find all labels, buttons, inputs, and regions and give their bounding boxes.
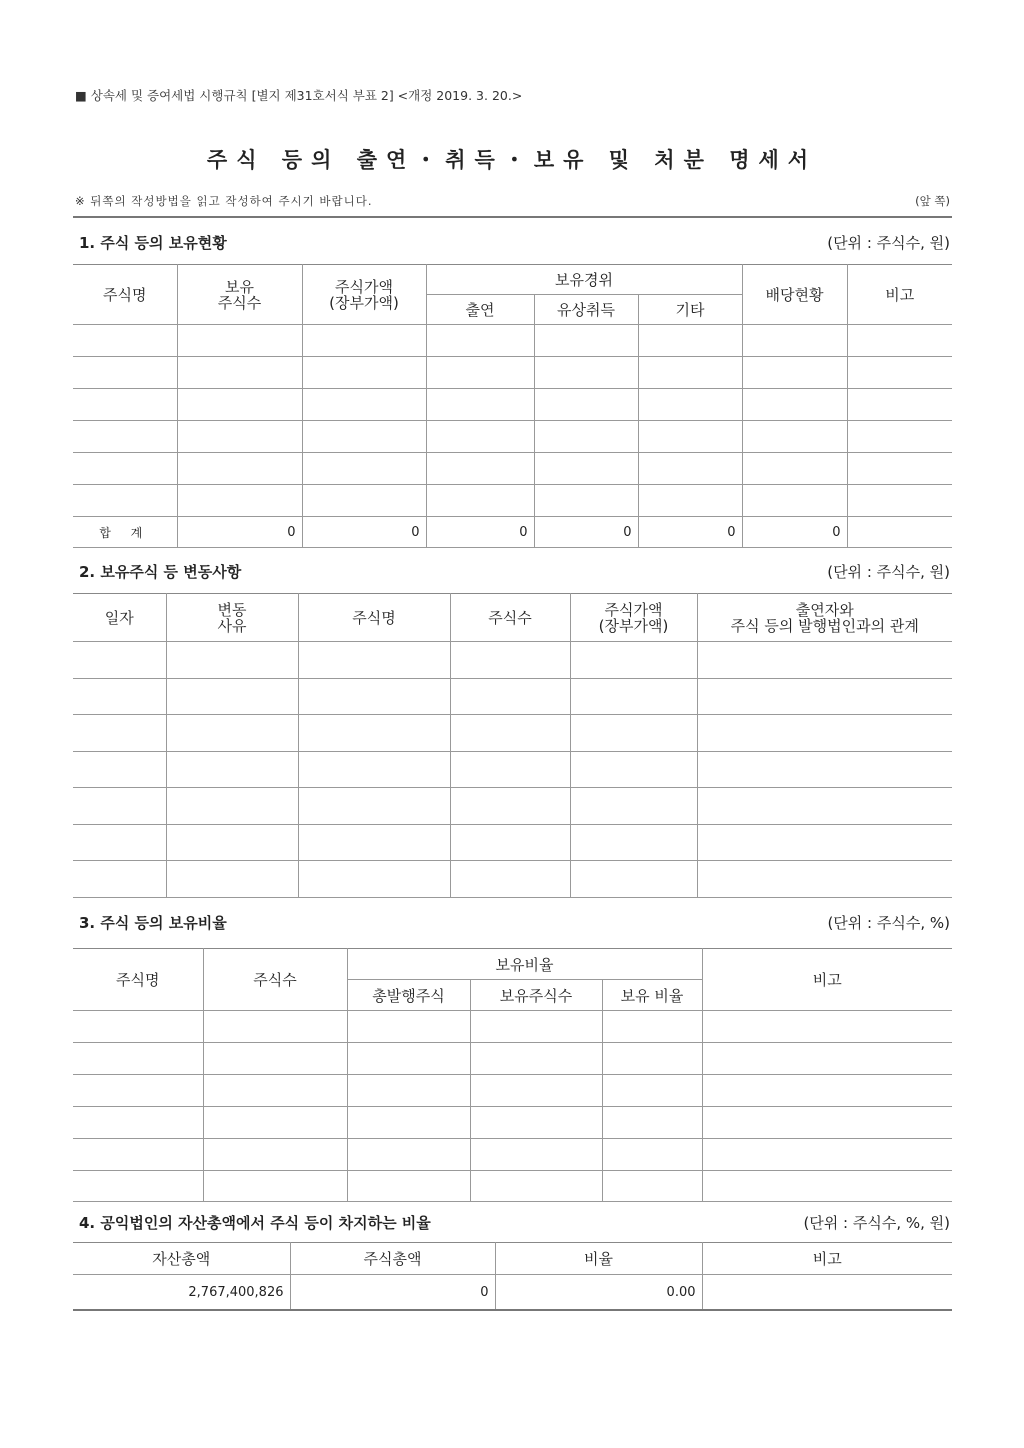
changes-table	[73, 593, 952, 898]
table-row	[73, 1075, 952, 1107]
col-contribution: 출연	[426, 295, 534, 325]
col-holding-history: 보유경위	[426, 265, 742, 295]
table-row	[73, 861, 952, 898]
table-row	[73, 825, 952, 861]
col-held-shares: 보유주식수	[470, 980, 602, 1011]
page-title: 주식 등의 출연・취득・보유 및 처분 명세서	[206, 148, 818, 172]
section3-unit: (단위 : 주식수, %)	[827, 914, 950, 932]
section3-title: 3. 주식 등의 보유비율	[79, 914, 227, 932]
col-change-reason: 변동 사유	[166, 594, 298, 642]
table-row	[73, 642, 952, 679]
table-row	[73, 1107, 952, 1139]
col-shares: 주식수	[450, 594, 570, 642]
col-stock-name: 주식명	[73, 949, 203, 1011]
col-dividend: 배당현황	[742, 265, 847, 325]
section4-title: 4. 공익법인의 자산총액에서 주식 등이 차지하는 비율	[79, 1214, 431, 1232]
total-contribution: 0	[426, 517, 534, 548]
col-relation: 출연자와 주식 등의 발행법인과의 관계	[697, 594, 952, 642]
ratio-value: 0.00	[495, 1275, 702, 1310]
section4-unit: (단위 : 주식수, %, 원)	[803, 1214, 950, 1232]
col-total-assets: 자산총액	[73, 1243, 290, 1275]
col-ratio: 보유 비율	[602, 980, 702, 1011]
total-row	[73, 517, 952, 548]
col-face-value: 주식가액 (장부가액)	[570, 594, 697, 642]
col-remarks: 비고	[702, 1243, 952, 1275]
table-row	[73, 788, 952, 825]
table-row	[73, 1275, 952, 1310]
table-row	[73, 1043, 952, 1075]
col-total-shares-value: 주식총액	[290, 1243, 495, 1275]
section1-title: 1. 주식 등의 보유현황	[79, 234, 227, 252]
total-dividend: 0	[742, 517, 847, 548]
table-row	[73, 485, 952, 517]
col-face-value: 주식가액 (장부가액)	[302, 265, 426, 325]
table-row	[73, 421, 952, 453]
col-ratio-group: 보유비율	[347, 949, 702, 980]
total-remarks[interactable]	[847, 517, 952, 548]
col-date: 일자	[73, 594, 166, 642]
table-row	[73, 1011, 952, 1043]
total-label: 합 계	[73, 517, 177, 548]
table-row	[73, 1139, 952, 1171]
col-held-shares: 보유 주식수	[177, 265, 302, 325]
bottom-divider	[73, 1309, 952, 1311]
form-reference-note: ■ 상속세 및 증여세법 시행규칙 [별지 제31호서식 부표 2] <개정 2019. 3. 20.>	[75, 88, 523, 103]
instruction-note: ※ 뒤쪽의 작성방법을 읽고 작성하여 주시기 바랍니다.	[75, 194, 373, 208]
ratio-table	[73, 948, 952, 1202]
table-row	[73, 453, 952, 485]
total-assets-value: 2,767,400,826	[73, 1275, 290, 1310]
table-row	[73, 389, 952, 421]
col-other: 기타	[638, 295, 742, 325]
col-stock-name: 주식명	[298, 594, 450, 642]
table-row	[73, 1171, 952, 1202]
asset-ratio-table	[73, 1242, 952, 1310]
remarks-value[interactable]	[702, 1275, 952, 1310]
section2-unit: (단위 : 주식수, 원)	[827, 563, 950, 581]
col-remarks: 비고	[702, 949, 952, 1011]
total-paid-acquisition: 0	[534, 517, 638, 548]
total-face-value: 0	[302, 517, 426, 548]
section2-title: 2. 보유주식 등 변동사항	[79, 563, 242, 581]
col-shares: 주식수	[203, 949, 347, 1011]
table-row	[73, 679, 952, 715]
table-row	[73, 752, 952, 788]
table-row	[73, 357, 952, 389]
total-other: 0	[638, 517, 742, 548]
total-held-shares: 0	[177, 517, 302, 548]
col-paid-acquisition: 유상취득	[534, 295, 638, 325]
total-shares-value: 0	[290, 1275, 495, 1310]
holdings-table	[73, 264, 952, 548]
top-divider	[73, 216, 952, 218]
col-stock-name: 주식명	[73, 265, 177, 325]
section1-unit: (단위 : 주식수, 원)	[827, 234, 950, 252]
col-ratio: 비율	[495, 1243, 702, 1275]
table-row	[73, 325, 952, 357]
col-remarks: 비고	[847, 265, 952, 325]
table-row	[73, 715, 952, 752]
col-total-issued: 총발행주식	[347, 980, 470, 1011]
page-side-label: (앞 쪽)	[915, 194, 950, 208]
